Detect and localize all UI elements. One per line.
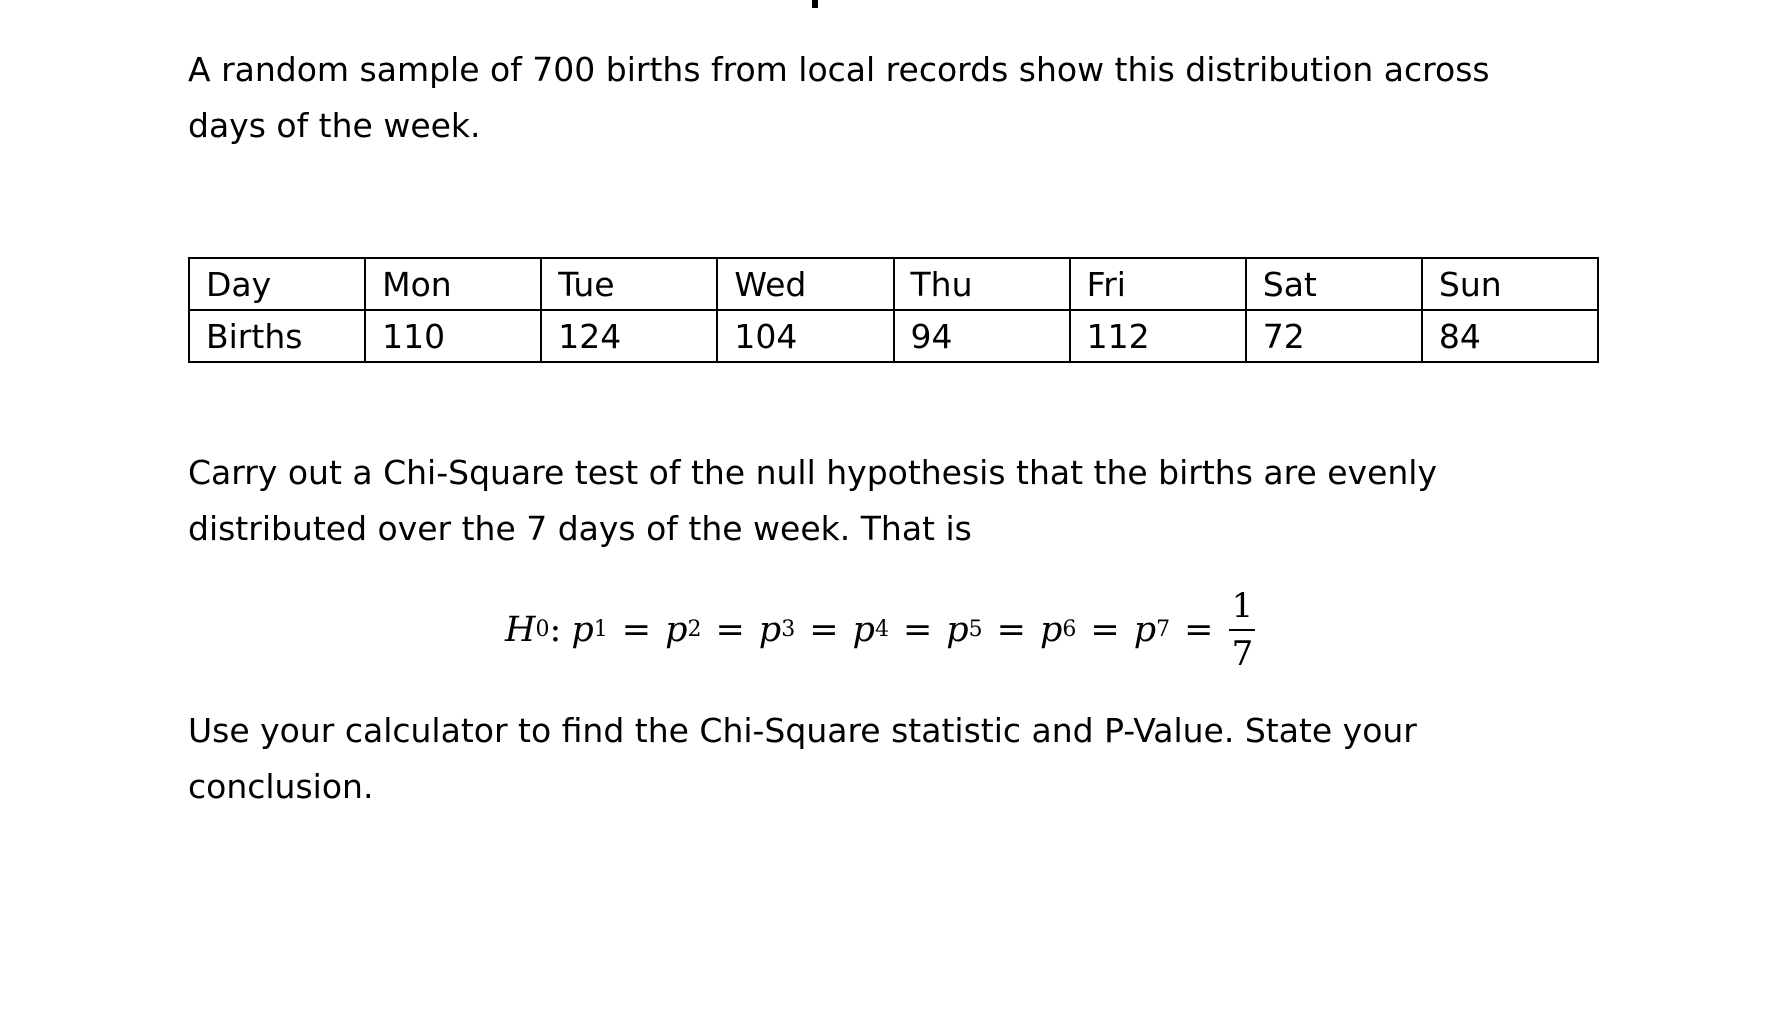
equals-sign: = bbox=[809, 610, 839, 650]
table-cell: Sat bbox=[1246, 258, 1422, 310]
proportion-p2: p bbox=[665, 610, 688, 650]
table-cell: Sun bbox=[1422, 258, 1598, 310]
table-cell: 104 bbox=[717, 310, 893, 362]
top-mark bbox=[812, 0, 818, 8]
proportion-p3: p bbox=[758, 610, 782, 650]
equals-sign: = bbox=[902, 610, 933, 650]
one-seventh-fraction bbox=[1229, 586, 1255, 674]
hypothesis-symbol: H bbox=[505, 610, 536, 650]
fraction-numerator: 1 bbox=[1231, 586, 1254, 626]
hypothesis-colon: : bbox=[549, 610, 562, 650]
proportion-p5: p bbox=[946, 610, 969, 650]
intro-paragraph: A random sample of 700 births from local records show this distribution across days of the week. bbox=[188, 50, 1490, 145]
equals-sign: = bbox=[1090, 610, 1120, 650]
table-cell: Births bbox=[189, 310, 365, 362]
fraction-denominator: 7 bbox=[1231, 634, 1254, 674]
equals-sign: = bbox=[715, 610, 745, 650]
table-cell: 124 bbox=[541, 310, 717, 362]
equals-sign: = bbox=[996, 610, 1026, 650]
proportion-p4: p bbox=[852, 610, 875, 650]
null-hypothesis-equation: H 0 : p 1 = p 2 = p 3 = p 4 = p 5 = p 6 = p 7 = $\frac{1}{7}$ bbox=[505, 575, 1255, 685]
proportion-p1: p bbox=[571, 610, 594, 650]
instruction-paragraph: Use your calculator to find the Chi-Square statistic and P-Value. State your conclusion. bbox=[188, 711, 1417, 806]
fraction-bar bbox=[1229, 629, 1255, 631]
table-cell: 110 bbox=[365, 310, 541, 362]
table-row bbox=[189, 310, 1598, 362]
table-cell: Thu bbox=[894, 258, 1070, 310]
table-cell: Tue bbox=[541, 258, 717, 310]
equals-sign: = bbox=[1184, 610, 1214, 650]
proportion-p6: p bbox=[1040, 610, 1063, 650]
table-cell: Fri bbox=[1070, 258, 1246, 310]
table-cell: 94 bbox=[894, 310, 1070, 362]
table-header-row bbox=[189, 258, 1598, 310]
table-cell: 84 bbox=[1422, 310, 1598, 362]
table-cell: Wed bbox=[717, 258, 893, 310]
table-cell: 112 bbox=[1070, 310, 1246, 362]
table-cell: 72 bbox=[1246, 310, 1422, 362]
table-cell: Mon bbox=[365, 258, 541, 310]
births-table bbox=[188, 257, 1599, 363]
task-paragraph: Carry out a Chi-Square test of the null hypothesis that the births are evenly distributed over the 7 days of the week. That is bbox=[188, 453, 1438, 548]
table-cell: Day bbox=[189, 258, 365, 310]
equals-sign: = bbox=[621, 610, 652, 650]
proportion-p7: p bbox=[1133, 610, 1157, 650]
